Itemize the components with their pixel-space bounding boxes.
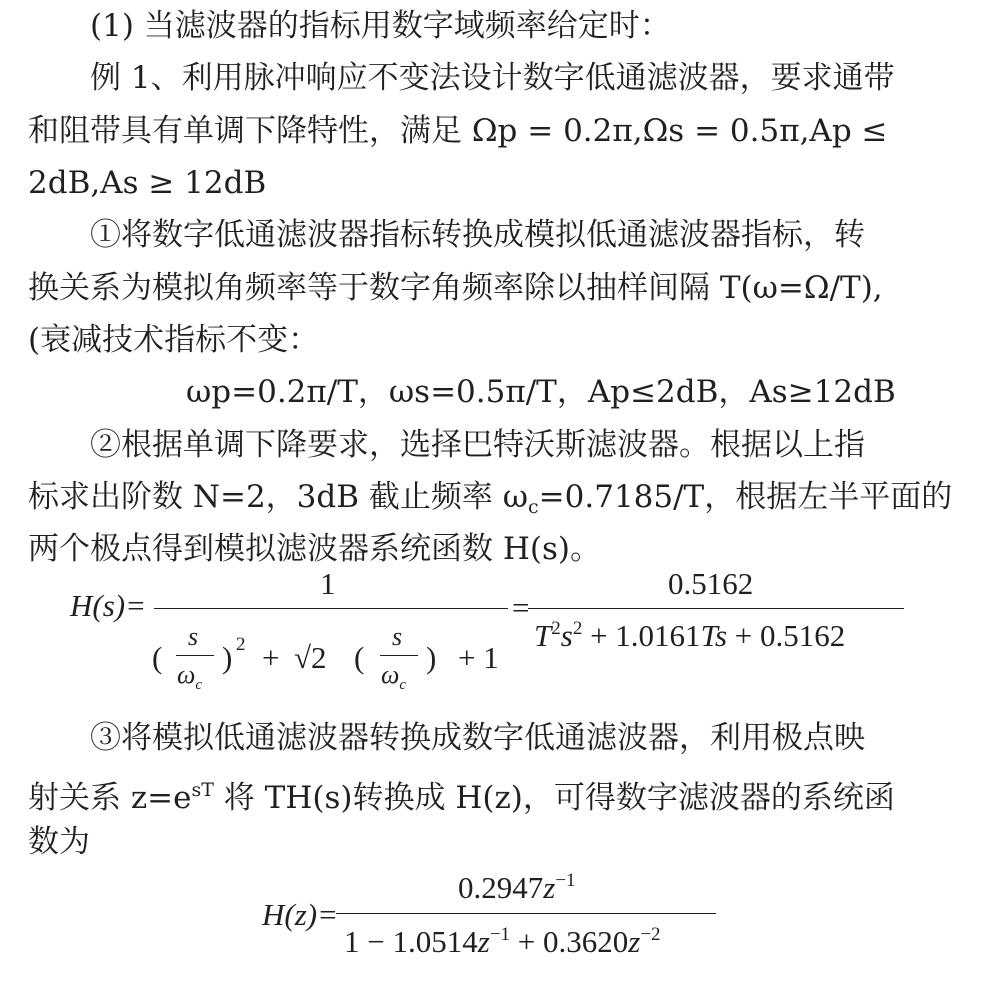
hs-s-1: s [188,622,199,651]
step1-line-1: ①将数字低通滤波器指标转换成模拟低通滤波器指标，转 [90,217,865,253]
step3-line-2-post: 将 TH(s)转换成 H(z)，可得数字滤波器的系统函 [213,780,895,816]
step3-exponent: sT [191,779,214,801]
step2-line-2 [28,477,952,527]
step2-line-1: ②根据单调下降要求，选择巴特沃斯滤波器。根据以上指 [90,427,865,463]
hs-s-2: s [392,622,403,651]
step1-line-2: 换关系为模拟角频率等于数字角频率除以抽样间隔 T(ω=Ω/T), [28,270,883,306]
step3-line-2 [28,770,895,818]
hs-inner-bar-1 [176,655,214,656]
step3-line-1: ③将模拟低通滤波器转换成数字低通滤波器，利用极点映 [90,720,865,756]
step2-omega-subscript: c [528,496,539,518]
hs-close-paren-2: ) [426,640,437,675]
hs-denominator-2: $T^2s^2 + 1.0161Ts + 0.5162$ [534,618,846,653]
hs-plus-one: + 1 [458,640,499,675]
hs-omega-c-2: $\omega_c$ [381,660,407,693]
section-heading: (1) 当滤波器的指标用数字域频率给定时： [90,8,671,44]
hs-numerator-1: 1 [320,566,336,601]
hs-inner-bar-2 [380,655,418,656]
step2-line-2-post: =0.7185/T，根据左半平面的 [538,479,953,515]
hs-open-paren-2: ( [354,640,365,675]
hz-numerator: $0.2947z^{-1}$ [458,870,576,905]
step3-line-3: 数为 [28,824,90,860]
step2-line-2-pre: 标求出阶数 N=2，3dB 截止频率 ω [28,479,529,515]
hz-lhs: H(z)= [262,897,339,932]
step2-line-3: 两个极点得到模拟滤波器系统函数 H(s)。 [28,531,601,567]
hs-sqrt-2: √2 [294,640,327,675]
hs-plus-1: + [262,640,280,675]
hs-equals: = [512,590,530,625]
hs-omega-c-1: $\omega_c$ [177,660,203,693]
spec-line: ωp=0.2π/T，ωs=0.5π/T，Ap≤2dB，As≥12dB [186,374,896,410]
example-line-1: 例 1、利用脉冲响应不变法设计数字低通滤波器，要求通带 [90,60,895,96]
hs-lhs: H(s)= [70,588,147,623]
hs-fraction-bar-1 [154,608,508,609]
hz-fraction-bar [336,913,716,914]
step1-line-3: (衰减技术指标不变： [28,322,320,358]
hs-numerator-2: 0.5162 [668,566,754,601]
example-line-3: 2dB,As ≥ 12dB [28,165,267,201]
hz-denominator: $1 - 1.0514z^{-1} + 0.3620z^{-2}$ [344,924,661,959]
example-line-2: 和阻带具有单调下降特性，满足 Ωp = 0.2π,Ωs = 0.5π,Ap ≤ [28,113,888,149]
step3-line-2-pre: 射关系 z=e [28,780,192,816]
hs-open-paren-1: ( [152,640,163,675]
hs-close-paren-1: ) [222,640,233,675]
hs-power-2: 2 [236,634,246,655]
hs-fraction-bar-2 [528,608,904,609]
